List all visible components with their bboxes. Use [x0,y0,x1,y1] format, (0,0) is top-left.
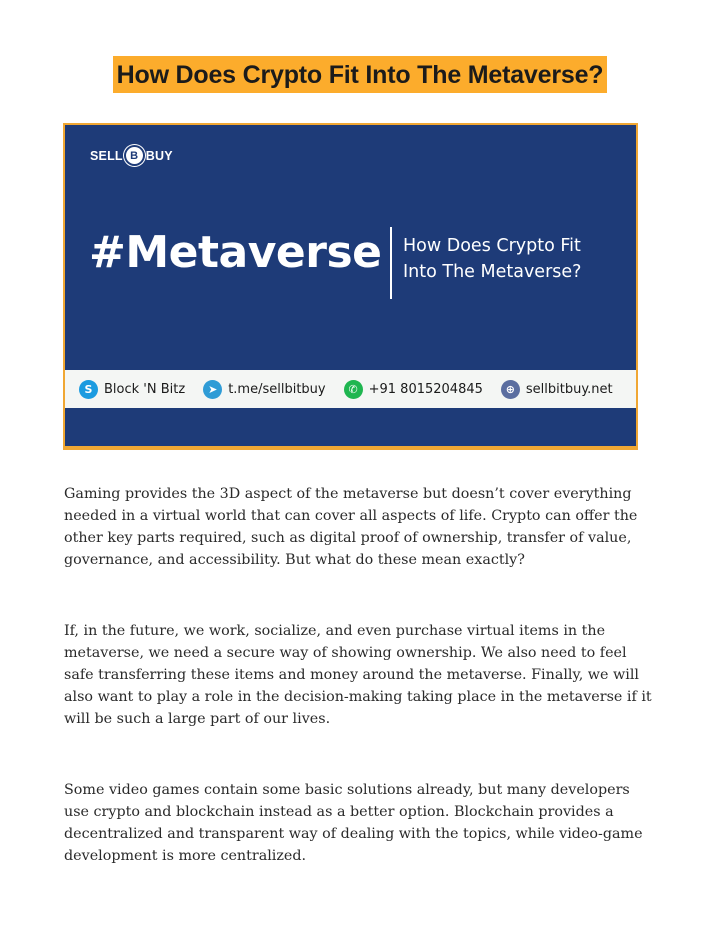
telegram-icon: ➤ [203,380,222,399]
logo-text-right: BUY [145,148,173,163]
paragraph-1: Gaming provides the 3D aspect of the metaverse but doesn’t cover everything needed in a virtual world that can cover all aspects of life. Crypto can offer the other key parts required, such as digital proof of ownership, transfer of value, governance, and accessibility. But what do these mean exactly? [64,486,638,568]
title-wrapper [0,56,720,93]
paragraph-3: Some video games contain some basic solutions already, but many developers use crypto and blockchain instead as a better option. Blockchain provides a decentralized and transparent way of dealing with the topics, while video-game development is more centralized. [64,782,643,864]
contact-telegram-text: t.me/sellbitbuy [228,381,326,397]
contact-whatsapp-text: +91 8015204845 [368,381,483,397]
brand-logo [90,147,173,164]
skype-icon: S [79,380,98,399]
banner-subtitle [403,233,581,285]
bitcoin-icon: B [126,147,143,164]
logo-text-left: SELL [90,148,123,163]
contact-website [501,380,613,399]
banner-image [63,123,638,450]
banner-hashtag: #Metaverse [89,227,382,278]
contact-telegram [203,380,325,399]
contact-website-text: sellbitbuy.net [525,381,613,397]
contact-bar [65,370,636,408]
page-title: How Does Crypto Fit Into The Metaverse? [113,56,608,93]
banner-subtitle-line-1: How Does Crypto Fit [403,236,581,256]
paragraph-2: If, in the future, we work, socialize, and even purchase virtual items in the metaverse, we need a secure way of showing ownership. We also need to feel safe transferring these items and money around the metaverse. Finally, we will also want to play a role in the decision-making taking place in the metaverse if it will be such a large part of our lives. [64,623,652,727]
contact-whatsapp [344,380,483,399]
whatsapp-icon: ✆ [344,380,363,399]
banner-divider [390,227,392,299]
contact-skype-text: Block 'N Bitz [104,381,186,397]
contact-skype [79,380,185,399]
globe-icon: ⊕ [501,380,520,399]
banner-subtitle-line-2: Into The Metaverse? [403,262,582,282]
